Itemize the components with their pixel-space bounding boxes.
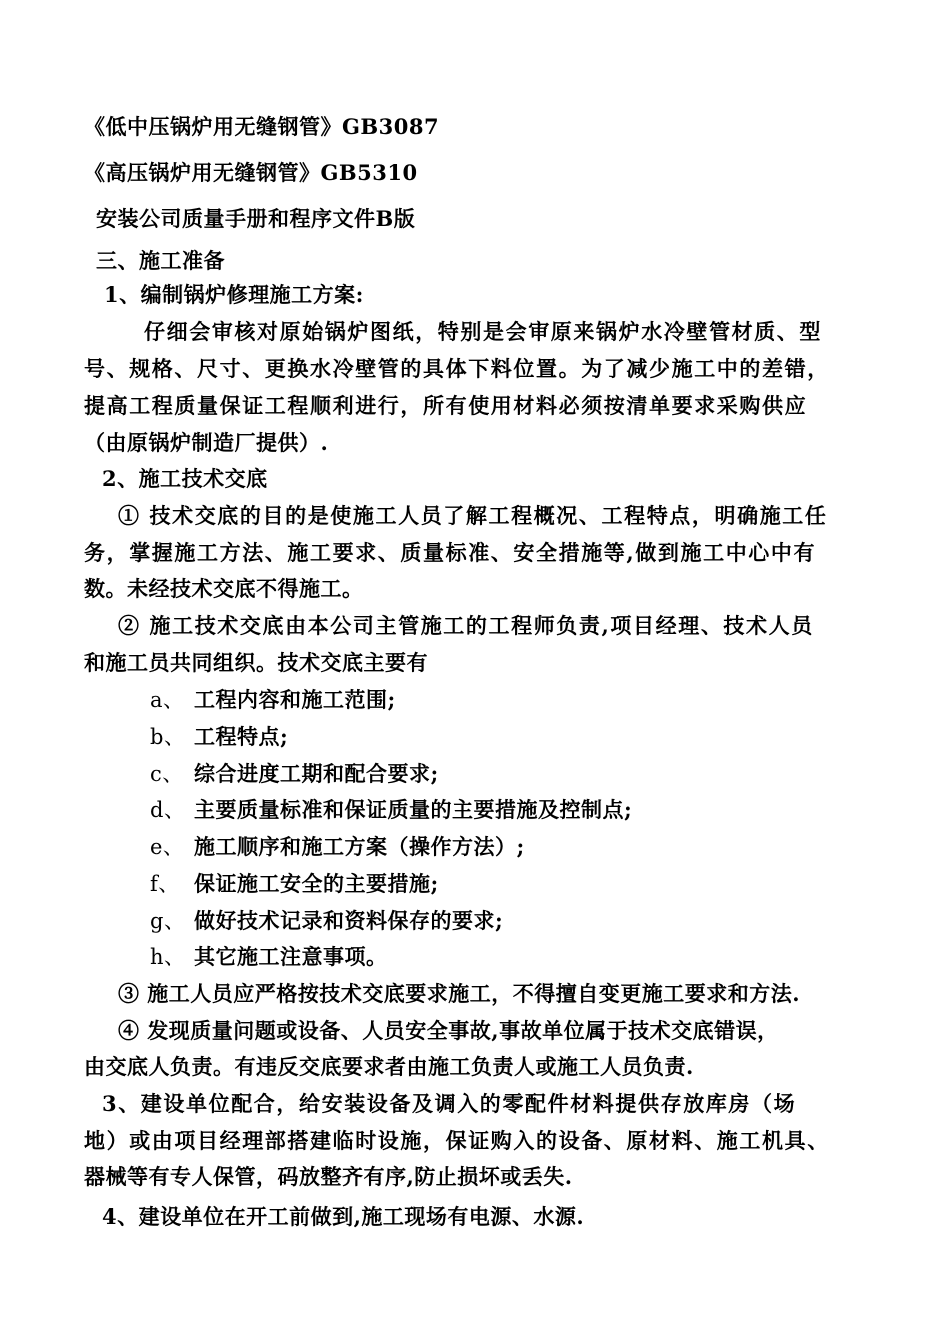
list-item: [150, 943, 388, 971]
list-text: 做好技术记录和资料保存的要求;: [194, 908, 504, 933]
paragraph-line: 地）或由项目经理部搭建临时设施，保证购入的设备、原材料、施工机具、: [84, 1128, 830, 1153]
section-title: 三、施工准备: [96, 248, 225, 273]
list-item: [150, 723, 288, 751]
list-item: [150, 907, 503, 935]
paragraph-line: （由原锅炉制造厂提供）.: [84, 430, 329, 455]
list-marker: f、: [150, 872, 180, 896]
paragraph-line: 3、建设单位配合，给安装设备及调入的零配件材料提供存放库房（场: [102, 1091, 797, 1116]
paragraph-line: 务，掌握施工方法、施工要求、质量标准、安全措施等,做到施工中心中有: [84, 540, 817, 565]
list-marker: b、: [150, 725, 186, 749]
paragraph-line: 4、建设单位在开工前做到,施工现场有电源、水源.: [102, 1204, 585, 1229]
list-text: 保证施工安全的主要措施;: [194, 871, 439, 896]
paragraph-line: 提高工程质量保证工程顺利进行，所有使用材料必须按清单要求采购供应: [84, 393, 808, 418]
paragraph-line: 数。未经技术交底不得施工。: [84, 576, 364, 601]
reference-line: 《高压锅炉用无缝钢管》GB5310: [84, 160, 418, 185]
step1-title: 1、编制锅炉修理施工方案:: [104, 282, 364, 307]
list-item: [150, 760, 439, 788]
paragraph-line: 由交底人负责。有违反交底要求者由施工负责人或施工人员负责.: [84, 1054, 694, 1079]
list-text: 工程内容和施工范围;: [194, 687, 396, 712]
list-text: 施工顺序和施工方案（操作方法）;: [194, 834, 525, 859]
list-item: [150, 870, 439, 898]
list-item: [150, 833, 525, 861]
list-text: 主要质量标准和保证质量的主要措施及控制点;: [194, 797, 633, 822]
paragraph-line: 号、规格、尺寸、更换水冷壁管的具体下料位置。为了减少施工中的差错，: [84, 356, 830, 381]
list-marker: h、: [150, 945, 186, 969]
reference-line: 《低中压锅炉用无缝钢管》GB3087: [84, 114, 440, 139]
list-item: [150, 686, 396, 714]
list-item: [150, 796, 632, 824]
list-marker: e、: [150, 835, 185, 859]
paragraph-line: 仔细会审核对原始锅炉图纸，特别是会审原来锅炉水冷壁管材质、型: [144, 319, 822, 344]
step2-title: 2、施工技术交底: [102, 466, 268, 491]
paragraph-line: 和施工员共同组织。技术交底主要有: [84, 650, 428, 675]
list-text: 其它施工注意事项。: [194, 944, 388, 969]
list-text: 工程特点;: [194, 724, 289, 749]
list-text: 综合进度工期和配合要求;: [194, 761, 439, 786]
paragraph-line: ④ 发现质量问题或设备、人员安全事故,事故单位属于技术交底错误，: [118, 1018, 779, 1043]
paragraph-line: ① 技术交底的目的是使施工人员了解工程概况、工程特点，明确施工任: [118, 503, 828, 528]
paragraph-line: ③ 施工人员应严格按技术交底要求施工，不得擅自变更施工要求和方法.: [118, 981, 801, 1006]
list-marker: c、: [150, 762, 184, 786]
paragraph-line: ② 施工技术交底由本公司主管施工的工程师负责,项目经理、技术人员: [118, 613, 814, 638]
paragraph-line: 器械等有专人保管，码放整齐有序,防止损坏或丢失.: [84, 1164, 573, 1189]
list-marker: g、: [150, 909, 186, 933]
list-marker: d、: [150, 798, 186, 822]
reference-line: 安装公司质量手册和程序文件B版: [96, 206, 416, 231]
list-marker: a、: [150, 688, 185, 712]
